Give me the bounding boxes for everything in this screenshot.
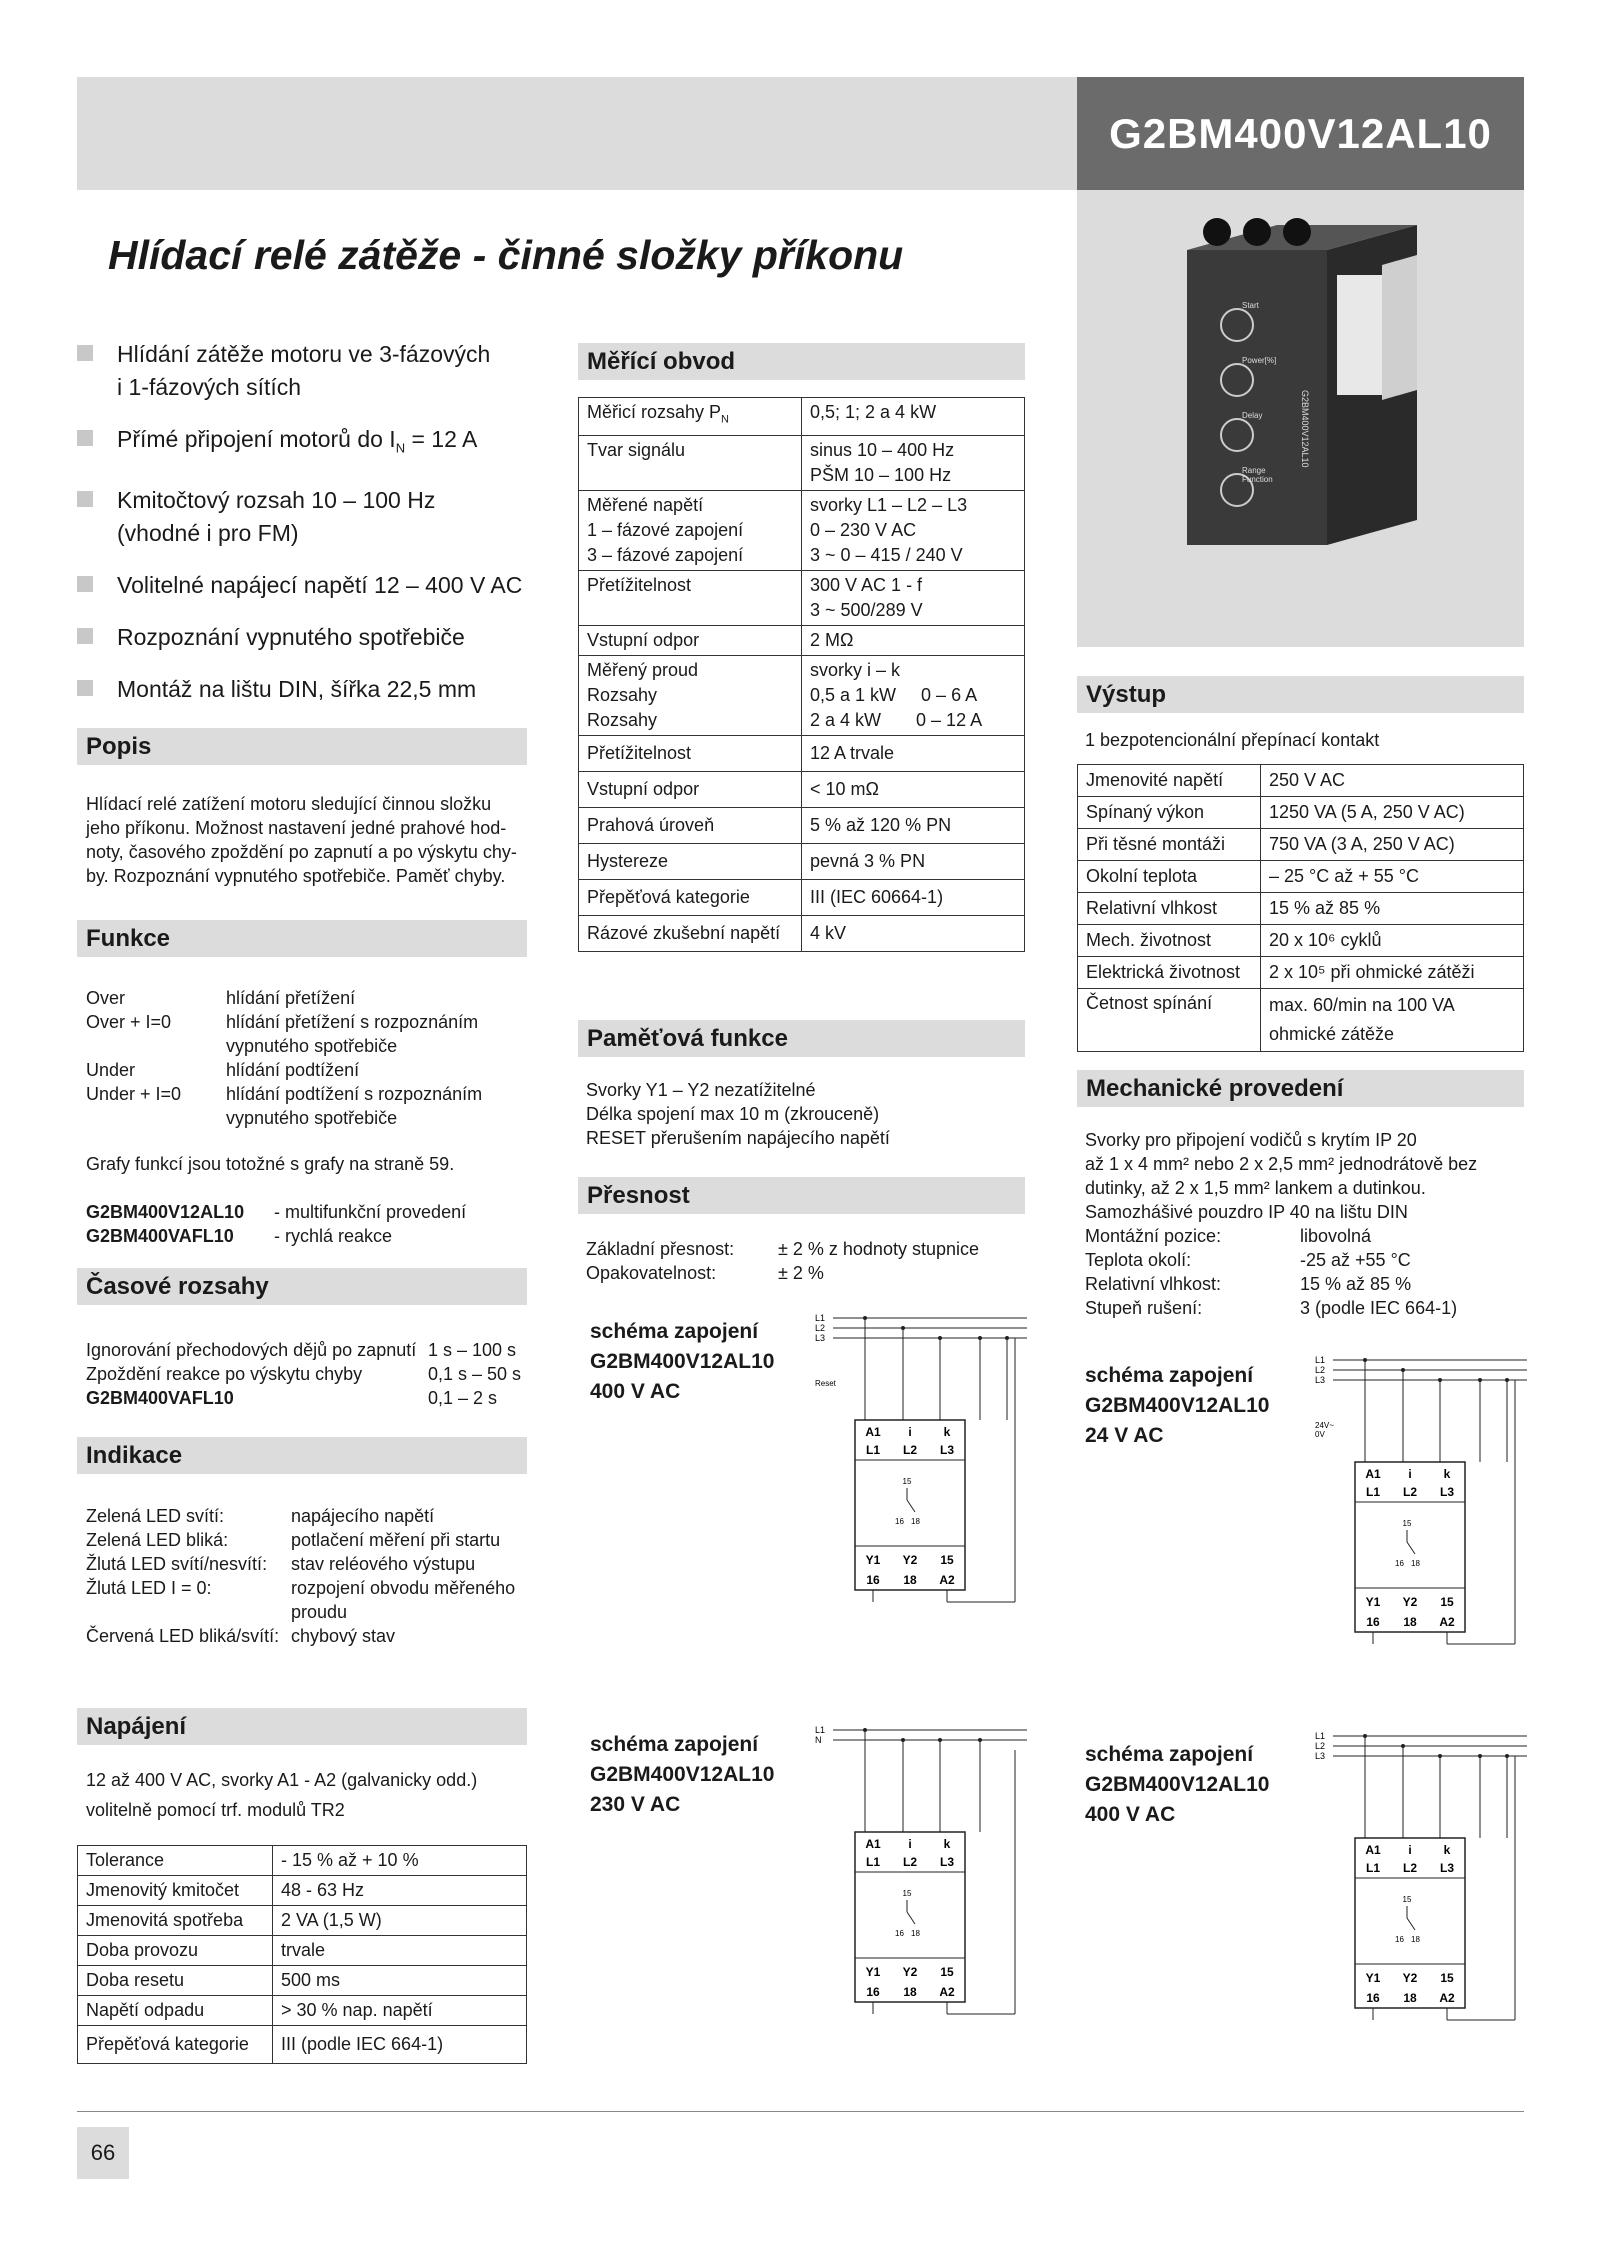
terminal-label: A1 — [865, 1837, 881, 1851]
indikace-row: Žlutá LED svítí/nesvítí: stav reléového výstupu — [86, 1554, 476, 1574]
napajeni-row: Jmenovitý kmitočet 48 - 63 Hz — [78, 1876, 527, 1906]
terminal-label: k — [943, 1837, 951, 1851]
feature-item: Hlídání zátěže motoru ve 3-fázových i 1-fázových sítích — [77, 338, 527, 404]
extra-label: Reset — [815, 1379, 836, 1388]
napajeni-row: Přepěťová kategorie III (podle IEC 664-1) — [78, 2026, 527, 2064]
vystup-row: Jmenovité napětí 250 V AC — [1078, 765, 1524, 797]
mech-text: Svorky pro připojení vodičů s krytím IP 20 až 1 x 4 mm² nebo 2 x 2,5 mm² jednodrátově bez dutinky, až 2 x 1,5 mm² lankem a dutinkou. Samozhášivé pouzdro IP 40 na lištu DIN — [1085, 1130, 1478, 1222]
napajeni-row: Doba resetu 500 ms — [78, 1966, 527, 1996]
diagram-caption: schéma zapojení G2BM400V12AL10 400 V AC — [1085, 1743, 1270, 1826]
terminal-label: L2 — [902, 1855, 918, 1869]
terminal-label: k — [1443, 1467, 1451, 1481]
casove-table — [86, 1338, 526, 1410]
product-label: G2BM400V12AL10 — [1300, 390, 1310, 468]
product-knob-label: Range — [1242, 466, 1266, 475]
feature-list — [77, 338, 527, 725]
funkce-row: Under hlídání podtížení — [86, 1060, 360, 1080]
funkce-table — [86, 986, 526, 1130]
merici-row: Měřený proud Rozsahy Rozsahy svorky i – k 0,5 a 1 kW 0 – 6 A 2 a 4 kW 0 – 12 A — [579, 655, 1025, 735]
section-heading-merici: Měřící obvod — [578, 343, 1025, 380]
feature-item: Rozpoznání vypnutého spotřebiče — [77, 621, 527, 654]
terminal-label: Y2 — [902, 1553, 918, 1567]
wiring-diagram — [815, 1722, 1030, 2092]
junction-dot — [1363, 1734, 1367, 1738]
merici-table — [578, 397, 1025, 952]
presnost-table — [586, 1237, 979, 1285]
popis-text: Hlídací relé zatížení motoru sledující činnou složku jeho příkonu. Možnost nastavení jedné prahové hod- noty, časového zpoždění po zapnutí a po výskytu chy- by. Rozpoznání vypnutého spotřebiče. Paměť chyby. — [86, 794, 517, 886]
junction-dot — [863, 1316, 867, 1320]
pamet-text: Svorky Y1 – Y2 nezatížitelné Délka spojení max 10 m (zkrouceně) RESET přerušením napájecího napětí — [586, 1080, 890, 1148]
terminal-label: 18 — [1403, 1615, 1417, 1629]
contact-label: 16 — [1395, 1559, 1404, 1568]
vystup-row: Mech. životnost 20 x 10⁶ cyklů — [1078, 925, 1524, 957]
contact-label: 18 — [1411, 1559, 1420, 1568]
terminal-label: L1 — [1365, 1861, 1381, 1875]
terminal-label: 18 — [1403, 1991, 1417, 2005]
terminal-label: 16 — [866, 1985, 880, 1999]
mech-table — [1085, 1224, 1457, 1320]
napajeni-table — [77, 1845, 527, 2064]
product-knob-label: Power[%] — [1242, 356, 1277, 365]
junction-dot — [1005, 1336, 1009, 1340]
casove-row: Zpoždění reakce po výskytu chyby 0,1 s – 50 s — [86, 1364, 522, 1384]
terminal-label: L2 — [1402, 1861, 1418, 1875]
junction-dot — [938, 1738, 942, 1742]
contact-label: 18 — [911, 1517, 920, 1526]
terminal-label: 15 — [1440, 1595, 1454, 1609]
junction-dot — [1401, 1744, 1405, 1748]
contact-label: 16 — [1395, 1935, 1404, 1944]
section-heading-casove: Časové rozsahy — [77, 1268, 527, 1305]
funkce-row: vypnutého spotřebiče — [226, 1108, 398, 1128]
indikace-row: proudu — [291, 1602, 348, 1622]
junction-dot — [1438, 1754, 1442, 1758]
merici-row: Vstupní odpor < 10 mΩ — [579, 771, 1025, 807]
junction-dot — [1363, 1358, 1367, 1362]
presnost-row: Základní přesnost: ± 2 % z hodnoty stupnice — [586, 1239, 979, 1259]
supply-label: L1 — [1315, 1355, 1326, 1365]
terminal-label: Y2 — [1402, 1971, 1418, 1985]
merici-row: Rázové zkušební napětí 4 kV — [579, 915, 1025, 951]
mech-row: Teplota okolí: -25 až +55 °C — [1085, 1250, 1411, 1270]
napajeni-row: Tolerance - 15 % až + 10 % — [78, 1846, 527, 1876]
terminal-label: k — [943, 1425, 951, 1439]
terminal-label: A2 — [1439, 1991, 1455, 2005]
feature-item: Volitelné napájecí napětí 12 – 400 V AC — [77, 569, 527, 602]
vystup-row: Četnost spínání max. 60/min na 100 VA ohmické zátěže — [1078, 989, 1524, 1052]
terminal-label: A1 — [865, 1425, 881, 1439]
mech-row: Montážní pozice: libovolná — [1085, 1226, 1372, 1246]
section-heading-napajeni: Napájení — [77, 1708, 527, 1745]
diagram-caption: schéma zapojení G2BM400V12AL10 400 V AC — [590, 1320, 775, 1403]
terminal-label: 16 — [1366, 1615, 1380, 1629]
merici-row: Přetížitelnost 12 A trvale — [579, 735, 1025, 771]
terminal-label: L1 — [865, 1855, 881, 1869]
terminal-label: 18 — [903, 1985, 917, 1999]
terminal-label: i — [908, 1837, 912, 1851]
terminal-label: Y1 — [1365, 1971, 1381, 1985]
wiring-diagram — [815, 1310, 1030, 1690]
indikace-row: Červená LED bliká/svítí: chybový stav — [86, 1626, 396, 1646]
terminal-label: L3 — [1439, 1485, 1455, 1499]
terminal-label: 15 — [1440, 1971, 1454, 1985]
contact-label: 16 — [895, 1929, 904, 1938]
merici-row: Měřené napětí 1 – fázové zapojení 3 – fázové zapojení svorky L1 – L2 – L3 0 – 230 V AC 3 ~ 0 – 415 / 240 V — [579, 490, 1025, 570]
extra-label: 0V — [1315, 1430, 1325, 1439]
mech-row: Stupeň rušení: 3 (podle IEC 664-1) — [1085, 1298, 1458, 1318]
variant-row: G2BM400V12AL10 - multifunkční provedení — [86, 1202, 467, 1222]
vystup-row: Elektrická životnost 2 x 10⁵ při ohmické zátěži — [1078, 957, 1524, 989]
supply-label: L1 — [815, 1725, 826, 1735]
product-knob-label: Start — [1242, 301, 1259, 310]
terminal-label: i — [1408, 1467, 1412, 1481]
junction-dot — [938, 1336, 942, 1340]
terminal-label: Y1 — [1365, 1595, 1381, 1609]
terminal-label: 16 — [866, 1573, 880, 1587]
terminal-label: L3 — [939, 1443, 955, 1457]
vystup-table — [1077, 764, 1524, 1052]
merici-row: Přetížitelnost 300 V AC 1 - f 3 ~ 500/289 V — [579, 570, 1025, 625]
feature-item: Přímé připojení motorů do $I_N = 12$ A — [77, 423, 527, 465]
terminal-label: 15 — [940, 1553, 954, 1567]
terminal-label: L3 — [1439, 1861, 1455, 1875]
supply-label: L1 — [815, 1313, 826, 1323]
vystup-row: Spínaný výkon 1250 VA (5 A, 250 V AC) — [1078, 797, 1524, 829]
diagram-caption: schéma zapojení G2BM400V12AL10 24 V AC — [1085, 1364, 1270, 1447]
product-photo — [1077, 190, 1524, 647]
contact-label: 15 — [1402, 1895, 1412, 1904]
napajeni-row: Doba provozu trvale — [78, 1936, 527, 1966]
junction-dot — [901, 1326, 905, 1330]
contact-label: 15 — [1402, 1519, 1412, 1528]
napajeni-text: 12 až 400 V AC, svorky A1 - A2 (galvanicky odd.) volitelně pomocí trf. modulů TR2 — [86, 1770, 478, 1820]
merici-row: Prahová úroveň 5 % až 120 % PN — [579, 807, 1025, 843]
merici-row: Vstupní odpor 2 MΩ — [579, 625, 1025, 655]
presnost-row: Opakovatelnost: ± 2 % — [586, 1263, 824, 1283]
section-heading-pamet: Paměťová funkce — [578, 1020, 1025, 1057]
supply-label: L1 — [1315, 1731, 1326, 1741]
terminal-label: 18 — [903, 1573, 917, 1587]
supply-label: N — [815, 1735, 822, 1745]
merici-row: Měřicí rozsahy $P_N$ 0,5; 1; 2 a 4 kW — [579, 398, 1025, 436]
funkce-row: vypnutého spotřebiče — [226, 1036, 398, 1056]
contact-label: 18 — [911, 1929, 920, 1938]
junction-dot — [1505, 1754, 1509, 1758]
terminal-label: A1 — [1365, 1843, 1381, 1857]
contact-label: 16 — [895, 1517, 904, 1526]
terminal-label: i — [908, 1425, 912, 1439]
junction-dot — [978, 1336, 982, 1340]
merici-row: Tvar signálu sinus 10 – 400 Hz PŠM 10 – 100 Hz — [579, 435, 1025, 490]
supply-label: L2 — [1315, 1741, 1326, 1751]
terminal-label: L2 — [902, 1443, 918, 1457]
terminal-label: L2 — [1402, 1485, 1418, 1499]
page-title: Hlídací relé zátěže - činné složky příkonu — [108, 232, 904, 278]
section-heading-indikace: Indikace — [77, 1437, 527, 1474]
supply-label: L2 — [1315, 1365, 1326, 1375]
terminal-label: Y1 — [865, 1553, 881, 1567]
merici-row: Přepěťová kategorie III (IEC 60664-1) — [579, 879, 1025, 915]
wiring-diagram — [1315, 1728, 1530, 2098]
page-number: 66 — [77, 2127, 129, 2179]
funkce-row: Over hlídání přetížení — [86, 988, 356, 1008]
casove-row: Ignorování přechodových dějů po zapnutí 1 s – 100 s — [86, 1340, 517, 1360]
section-heading-popis: Popis — [77, 728, 527, 765]
supply-label: L3 — [1315, 1751, 1326, 1761]
terminal-label: A2 — [939, 1573, 955, 1587]
section-heading-presnost: Přesnost — [578, 1177, 1025, 1214]
variants-table — [86, 1200, 466, 1248]
terminal-label: 16 — [1366, 1991, 1380, 2005]
wiring-diagram — [1315, 1352, 1530, 1722]
merici-row: Hystereze pevná 3 % PN — [579, 843, 1025, 879]
mech-row: Relativní vlhkost: 15 % až 85 % — [1085, 1274, 1412, 1294]
junction-dot — [1478, 1378, 1482, 1382]
supply-label: L3 — [815, 1333, 826, 1343]
extra-label: 24V~ — [1315, 1421, 1334, 1430]
junction-dot — [1401, 1368, 1405, 1372]
feature-item: Montáž na lištu DIN, šířka 22,5 mm — [77, 673, 527, 706]
footer-rule — [77, 2111, 1524, 2112]
junction-dot — [1438, 1378, 1442, 1382]
terminal-label: i — [1408, 1843, 1412, 1857]
contact-label: 18 — [1411, 1935, 1420, 1944]
funkce-row: Under + I=0 hlídání podtížení s rozpoznáním — [86, 1084, 483, 1104]
section-heading-mech: Mechanické provedení — [1077, 1070, 1524, 1107]
funkce-note: Grafy funkcí jsou totožné s grafy na straně 59. — [86, 1154, 455, 1174]
terminal-label: Y2 — [1402, 1595, 1418, 1609]
vystup-row: Při těsné montáži 750 VA (3 A, 250 V AC) — [1078, 829, 1524, 861]
terminal-label: k — [1443, 1843, 1451, 1857]
terminal-label: 15 — [940, 1965, 954, 1979]
section-heading-funkce: Funkce — [77, 920, 527, 957]
product-knob-label: Delay — [1242, 411, 1263, 420]
indikace-table — [86, 1504, 526, 1648]
product-image-box — [1077, 190, 1524, 647]
variant-row: G2BM400VAFL10 - rychlá reakce — [86, 1226, 393, 1246]
supply-label: L3 — [1315, 1375, 1326, 1385]
contact-label: 15 — [902, 1477, 912, 1486]
feature-item: Kmitočtový rozsah 10 – 100 Hz (vhodné i pro FM) — [77, 484, 527, 550]
diagram-caption: schéma zapojení G2BM400V12AL10 230 V AC — [590, 1733, 775, 1816]
terminal-label: L1 — [1365, 1485, 1381, 1499]
junction-dot — [901, 1738, 905, 1742]
junction-dot — [863, 1728, 867, 1732]
supply-label: L2 — [815, 1323, 826, 1333]
terminal-label: A2 — [939, 1985, 955, 1999]
header-band — [77, 77, 1077, 190]
vystup-row: Okolní teplota – 25 °C až + 55 °C — [1078, 861, 1524, 893]
product-knob-label: Function — [1242, 475, 1273, 484]
indikace-row: Zelená LED bliká: potlačení měření při startu — [86, 1530, 501, 1550]
vystup-subtitle: 1 bezpotencionální přepínací kontakt — [1085, 730, 1380, 750]
casove-row: G2BM400VAFL10 0,1 – 2 s — [86, 1388, 498, 1408]
indikace-row: Zelená LED svítí: napájecího napětí — [86, 1506, 435, 1526]
terminal-label: Y1 — [865, 1965, 881, 1979]
vystup-row: Relativní vlhkost 15 % až 85 % — [1078, 893, 1524, 925]
funkce-row: Over + I=0 hlídání přetížení s rozpoznáním — [86, 1012, 479, 1032]
terminal-label: L1 — [865, 1443, 881, 1457]
junction-dot — [1505, 1378, 1509, 1382]
terminal-label: A2 — [1439, 1615, 1455, 1629]
model-number: G2BM400V12AL10 — [1077, 77, 1524, 190]
napajeni-row: Napětí odpadu > 30 % nap. napětí — [78, 1996, 527, 2026]
terminal-label: Y2 — [902, 1965, 918, 1979]
indikace-row: Žlutá LED I = 0: rozpojení obvodu měřeného — [86, 1578, 516, 1598]
junction-dot — [978, 1738, 982, 1742]
section-heading-vystup: Výstup — [1077, 676, 1524, 713]
junction-dot — [1478, 1754, 1482, 1758]
terminal-label: A1 — [1365, 1467, 1381, 1481]
terminal-label: L3 — [939, 1855, 955, 1869]
napajeni-row: Jmenovitá spotřeba 2 VA (1,5 W) — [78, 1906, 527, 1936]
contact-label: 15 — [902, 1889, 912, 1898]
